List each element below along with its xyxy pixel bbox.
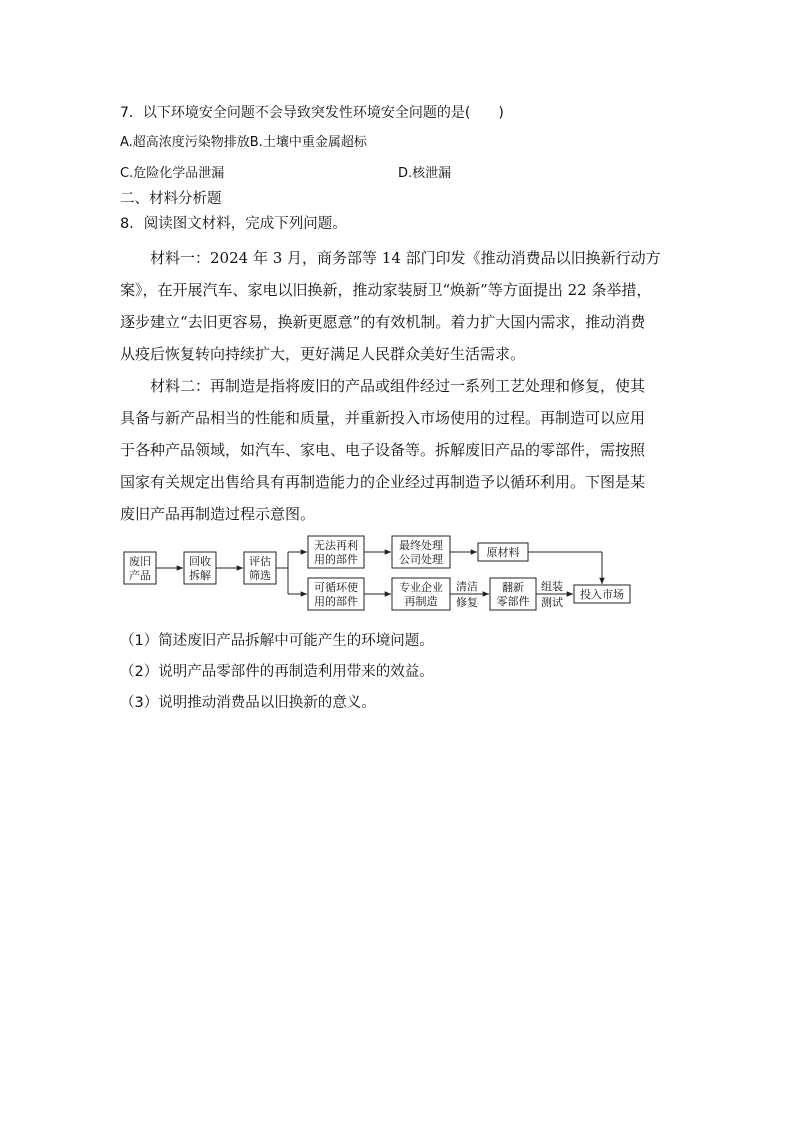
label-evaluate: 筛选 [249, 569, 271, 582]
sub-question-3: （3）说明推动消费品以旧换新的意义。 [120, 695, 376, 711]
label-recycle: 拆解 [189, 569, 211, 582]
section-title: 二、材料分析题 [120, 191, 222, 207]
label-recyclable: 用的部件 [314, 595, 358, 608]
label-final: 公司处理 [399, 553, 443, 566]
sub-question-2: （2）说明产品零部件的再制造利用带来的效益。 [120, 664, 434, 680]
label-waste-product: 产品 [129, 569, 151, 582]
label-unusable: 无法再利 [314, 539, 358, 552]
label-recycle: 回收 [189, 555, 211, 568]
label-remanufacture: 专业企业 [399, 581, 443, 594]
sub-question-1: （1）简述废旧产品拆解中可能产生的环境问题。 [120, 633, 434, 649]
label-waste-product: 废旧 [129, 555, 151, 568]
label-raw-material: 原材料 [486, 546, 520, 559]
label-clean: 修复 [456, 596, 478, 609]
label-renewed: 零部件 [496, 595, 530, 608]
material-two-line: 国家有关规定出售给具有再制造能力的企业经过再制造予以循环利用。下图是某 [120, 473, 646, 491]
material-one-line: 从疫后恢复转向持续扩大，更好满足人民群众美好生活需求。 [120, 345, 526, 363]
material-two-line: 材料二：再制造是指将废旧的产品或组件经过一系列工艺处理和修复，使其 [150, 377, 646, 395]
question-8-stem: 8．阅读图文材料，完成下列问题。 [120, 216, 347, 232]
question-7-option-d: D.核泄漏 [398, 166, 452, 181]
label-clean: 清洁 [456, 580, 478, 593]
material-one [120, 242, 680, 370]
question-7-option-c: C.危险化学品泄漏 [120, 166, 225, 181]
label-recyclable: 可循环使 [314, 581, 358, 594]
label-renewed: 翻新 [502, 581, 524, 594]
material-two-line: 废旧产品再制造过程示意图。 [120, 505, 316, 523]
material-one-line: 案》，在开展汽车、家电以旧换新，推动家装厨卫“焕新”等方面提出 22 条举措， [120, 281, 652, 299]
label-assemble: 测试 [541, 596, 563, 609]
material-one-line: 材料一：2024 年 3 月，商务部等 14 部门印发《推动消费品以旧换新行动方 [150, 249, 661, 267]
material-two [120, 370, 680, 530]
label-market: 投入市场 [580, 588, 624, 601]
material-one-line: 逐步建立“去旧更容易，换新更愿意”的有效机制。着力扩大国内需求，推动消费 [120, 313, 646, 331]
label-unusable: 用的部件 [314, 553, 358, 566]
question-7-stem: 7．以下环境安全问题不会导致突发性环境安全问题的是( ) [120, 105, 504, 121]
material-two-line: 于各种产品领域，如汽车、家电、电子设备等。拆解废旧产品的零部件，需按照 [120, 441, 646, 459]
label-assemble: 组装 [541, 580, 563, 593]
label-remanufacture: 再制造 [404, 595, 438, 608]
label-evaluate: 评估 [249, 555, 271, 568]
material-two-line: 具备与新产品相当的性能和质量，并重新投入市场使用的过程。再制造可以应用 [120, 409, 646, 427]
label-final: 最终处理 [399, 539, 443, 552]
remanufacturing-flow-diagram [118, 532, 638, 614]
question-7-options-ab: A.超高浓度污染物排放B.土壤中重金属超标 [120, 135, 367, 150]
